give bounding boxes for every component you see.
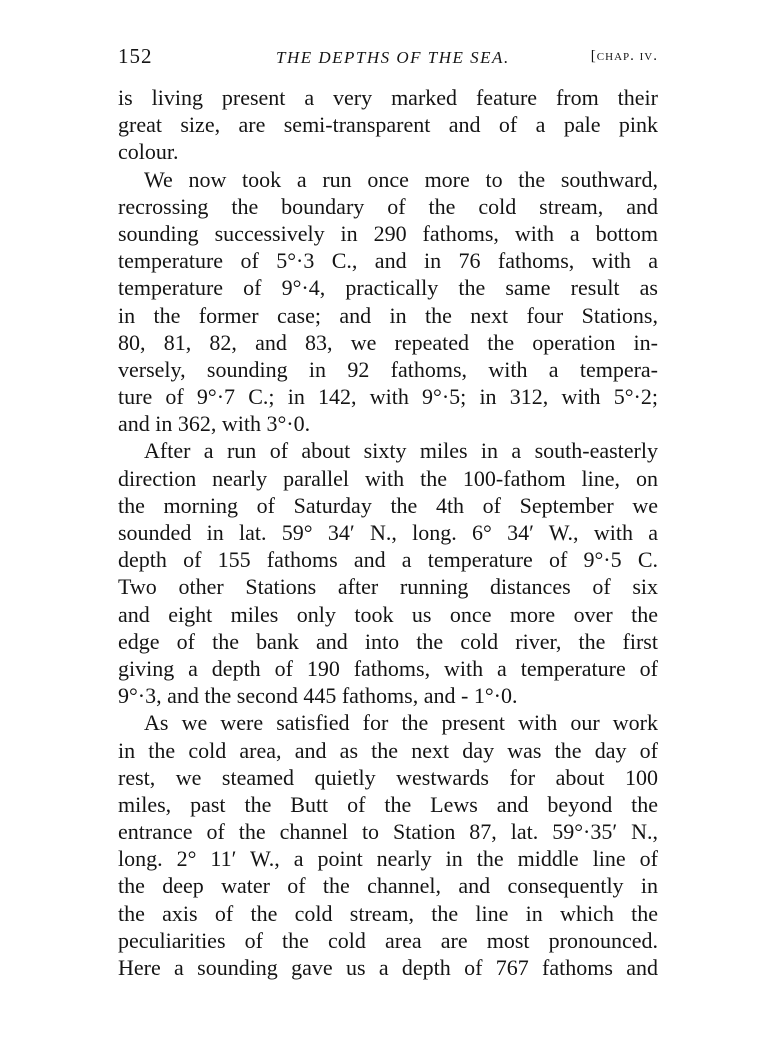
text-line: the axis of the cold stream, the line in which the bbox=[118, 900, 658, 926]
text-line: in the former case; and in the next four Stations, bbox=[118, 302, 658, 328]
text-line: the deep water of the channel, and consequently in bbox=[118, 873, 658, 899]
running-head bbox=[118, 44, 658, 74]
text-line: long. 2° 11′ W., a point nearly in the middle line of bbox=[118, 846, 658, 872]
text-line: 80, 81, 82, and 83, we repeated the operation in- bbox=[118, 329, 658, 355]
text-line: giving a depth of 190 fathoms, with a temperature of bbox=[118, 655, 658, 681]
text-line: depth of 155 fathoms and a temperature of 9°·5 C. bbox=[118, 547, 658, 573]
text-line: edge of the bank and into the cold river, the first bbox=[118, 628, 658, 654]
text-line: sounded in lat. 59° 34′ N., long. 6° 34′ W., with a bbox=[118, 520, 658, 545]
body-text bbox=[118, 84, 658, 981]
text-line: colour. bbox=[118, 139, 179, 165]
text-line: direction nearly parallel with the 100-fathom line, on bbox=[118, 465, 658, 491]
text-line: After a run of about sixty miles in a south-easterly bbox=[144, 438, 658, 464]
text-line: rest, we steamed quietly westwards for about 100 bbox=[118, 764, 658, 790]
text-line: great size, are semi-transparent and of a pale pink bbox=[118, 112, 658, 138]
chapter-reference bbox=[591, 48, 658, 65]
text-line: and in 362, with 3°·0. bbox=[118, 411, 311, 437]
running-title: THE DEPTHS OF THE SEA. bbox=[276, 48, 510, 67]
text-line: Here a sounding gave us a depth of 767 fathoms and bbox=[118, 955, 658, 980]
text-line: 9°·3, and the second 445 fathoms, and - 1°·0. bbox=[118, 683, 518, 709]
text-line: in the cold area, and as the next day was the day of bbox=[118, 737, 658, 763]
text-line: As we were satisfied for the present with our work bbox=[144, 710, 658, 736]
text-line: recrossing the boundary of the cold stream, and bbox=[118, 193, 658, 219]
chapter-label: chap. iv. bbox=[596, 48, 658, 64]
chapter-bracket: [ bbox=[590, 48, 597, 64]
page-number: 152 bbox=[118, 44, 153, 68]
text-line: sounding successively in 290 fathoms, with a bottom bbox=[118, 220, 658, 246]
text-line: the morning of Saturday the 4th of September we bbox=[118, 492, 658, 518]
text-line: peculiarities of the cold area are most pronounced. bbox=[118, 927, 658, 953]
text-line: temperature of 9°·4, practically the same result as bbox=[118, 275, 658, 301]
text-line: is living present a very marked feature from their bbox=[118, 85, 658, 110]
text-line: and eight miles only took us once more over the bbox=[118, 601, 658, 627]
text-line: Two other Stations after running distances of six bbox=[118, 574, 658, 600]
text-line: ture of 9°·7 C.; in 142, with 9°·5; in 312, with 5°·2; bbox=[118, 384, 658, 410]
text-line: miles, past the Butt of the Lews and beyond the bbox=[118, 791, 658, 817]
text-line: versely, sounding in 92 fathoms, with a tempera- bbox=[118, 356, 658, 382]
text-line: entrance of the channel to Station 87, lat. 59°·35′ N., bbox=[118, 819, 658, 845]
text-line: We now took a run once more to the southward, bbox=[144, 166, 658, 192]
text-line: temperature of 5°·3 C., and in 76 fathoms, with a bbox=[118, 248, 658, 274]
